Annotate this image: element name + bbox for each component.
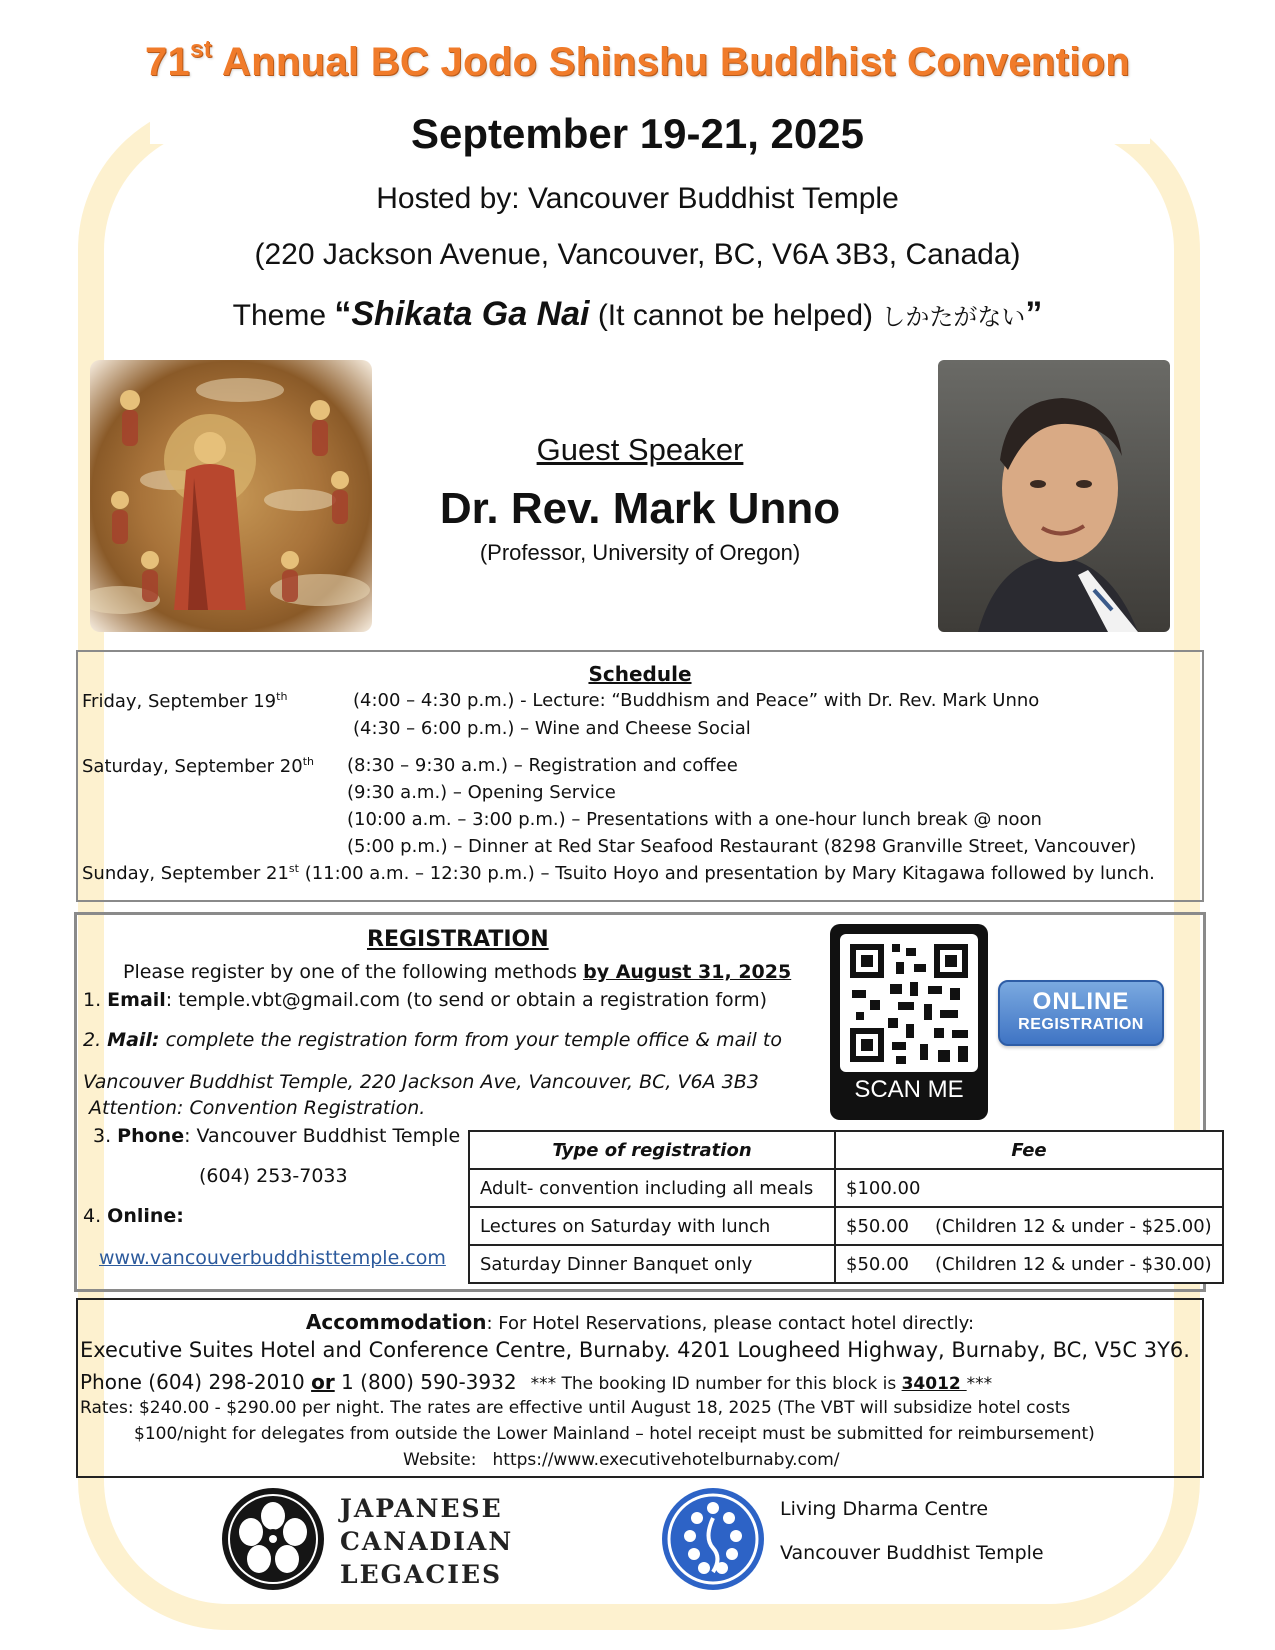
host-address: (220 Jackson Avenue, Vancouver, BC, V6A 3B3, Canada): [254, 238, 1021, 271]
speaker-photo: [938, 360, 1170, 632]
table-row: [469, 1169, 1223, 1207]
online-button-line-1: ONLINE: [1032, 988, 1130, 1015]
hotel-phone: Phone (604) 298-2010 or 1 (800) 590-3932 *** The booking ID number for this block is 34012 ***: [80, 1370, 993, 1394]
convention-dates: September 19-21, 2025: [411, 110, 864, 157]
table-row: [469, 1245, 1223, 1283]
table-row: [469, 1207, 1223, 1245]
guest-speaker-role: (Professor, University of Oregon): [479, 540, 801, 565]
fee-type: Lectures on Saturday with lunch: [469, 1207, 835, 1245]
fee-amount: $50.00 (Children 12 & under - $25.00): [835, 1207, 1223, 1245]
living-dharma-centre-crest: [662, 1488, 764, 1590]
vancouver-buddhist-temple-label: Vancouver Buddhist Temple: [780, 1542, 1044, 1564]
hotel-rates-line-1: Rates: $240.00 - $290.00 per night. The rates are effective until August 18, 2025 (The VBT will subsidize hotel costs: [80, 1398, 1071, 1418]
japanese-canadian-legacies-logo: [222, 1488, 324, 1590]
registration-mail-address: Vancouver Buddhist Temple, 220 Jackson Ave, Vancouver, BC, V6A 3B3: [83, 1071, 759, 1093]
schedule-friday-item-1: (4:00 – 4:30 p.m.) - Lecture: “Buddhism and Peace” with Dr. Rev. Mark Unno: [353, 690, 1040, 711]
registration-intro: Please register by one of the following methods by August 31, 2025: [123, 961, 792, 983]
schedule-saturday-item-1: (8:30 – 9:30 a.m.) – Registration and coffee: [347, 755, 738, 776]
fee-header-fee: Fee: [835, 1131, 1223, 1169]
accommodation-box: [76, 1298, 1204, 1478]
registration-email: 1. Email: temple.vbt@gmail.com (to send or obtain a registration form): [83, 989, 768, 1011]
qr-pattern: [840, 934, 978, 1072]
accommodation-intro: Accommodation: For Hotel Reservations, please contact hotel directly:: [305, 1310, 975, 1334]
fee-type: Adult- convention including all meals: [469, 1169, 835, 1207]
hotel-rates-line-2: $100/night for delegates from outside the Lower Mainland – hotel receipt must be submitted for reimbursement): [134, 1424, 1095, 1444]
online-button-line-2: REGISTRATION: [1018, 1016, 1144, 1033]
hotel-website: Website: https://www.executivehotelburnaby.com/: [403, 1450, 840, 1470]
schedule-sunday: Sunday, September 21st (11:00 a.m. – 12:30 p.m.) – Tsuito Hoyo and presentation by Mary Kitagawa followed by lunch.: [82, 862, 1155, 884]
schedule-friday-item-2: (4:30 – 6:00 p.m.) – Wine and Cheese Social: [353, 718, 751, 739]
schedule-saturday-item-3: (10:00 a.m. – 3:00 p.m.) – Presentations with a one-hour lunch break @ noon: [347, 809, 1042, 830]
convention-theme: Theme “Shikata Ga Nai (It cannot be helped) しかたがない”: [232, 295, 1043, 333]
fee-header-type: Type of registration: [469, 1131, 835, 1169]
registration-qr-code[interactable]: [830, 924, 988, 1120]
schedule-friday-label: Friday, September 19th: [82, 690, 288, 712]
registration-online: 4. Online:: [83, 1205, 184, 1227]
temple-website-link[interactable]: www.vancouverbuddhisttemple.com: [99, 1247, 446, 1269]
online-registration-button[interactable]: [998, 980, 1164, 1046]
japanese-canadian-legacies-wordmark: JAPANESE CANADIAN LEGACIES: [340, 1494, 514, 1589]
registration-phone-number: (604) 253-7033: [199, 1165, 348, 1187]
fee-amount: $100.00: [835, 1169, 1223, 1207]
schedule-title: Schedule: [588, 662, 692, 686]
fee-table: [468, 1130, 1224, 1284]
hotel-name-address: Executive Suites Hotel and Conference Centre, Burnaby. 4201 Lougheed Highway, Burnaby, BC, V5C 3Y6.: [80, 1338, 1190, 1362]
registration-mail-attention: Attention: Convention Registration.: [89, 1097, 426, 1119]
fee-table-header: [469, 1131, 1223, 1169]
hosted-by: Hosted by: Vancouver Buddhist Temple: [376, 182, 899, 215]
registration-mail: 2. Mail: complete the registration form from your temple office & mail to: [83, 1029, 782, 1051]
schedule-saturday-item-2: (9:30 a.m.) – Opening Service: [347, 782, 616, 803]
registration-phone: 3. Phone: Vancouver Buddhist Temple: [93, 1125, 461, 1147]
qr-scan-label: SCAN ME: [854, 1076, 964, 1103]
fee-type: Saturday Dinner Banquet only: [469, 1245, 835, 1283]
schedule-saturday-item-4: (5:00 p.m.) – Dinner at Red Star Seafood Restaurant (8298 Granville Street, Vancouver): [347, 836, 1137, 857]
guest-speaker-name: Dr. Rev. Mark Unno: [439, 484, 841, 533]
schedule-box: [76, 650, 1204, 902]
amida-buddha-painting: [90, 360, 372, 632]
registration-title: REGISTRATION: [367, 927, 549, 952]
living-dharma-centre-label: Living Dharma Centre: [780, 1498, 989, 1520]
schedule-saturday-label: Saturday, September 20th: [82, 755, 314, 777]
convention-title: 71st Annual BC Jodo Shinshu Buddhist Convention: [144, 36, 1131, 84]
guest-speaker-label: Guest Speaker: [536, 432, 744, 467]
fee-amount: $50.00 (Children 12 & under - $30.00): [835, 1245, 1223, 1283]
hotel-website-link[interactable]: https://www.executivehotelburnaby.com/: [492, 1450, 840, 1470]
